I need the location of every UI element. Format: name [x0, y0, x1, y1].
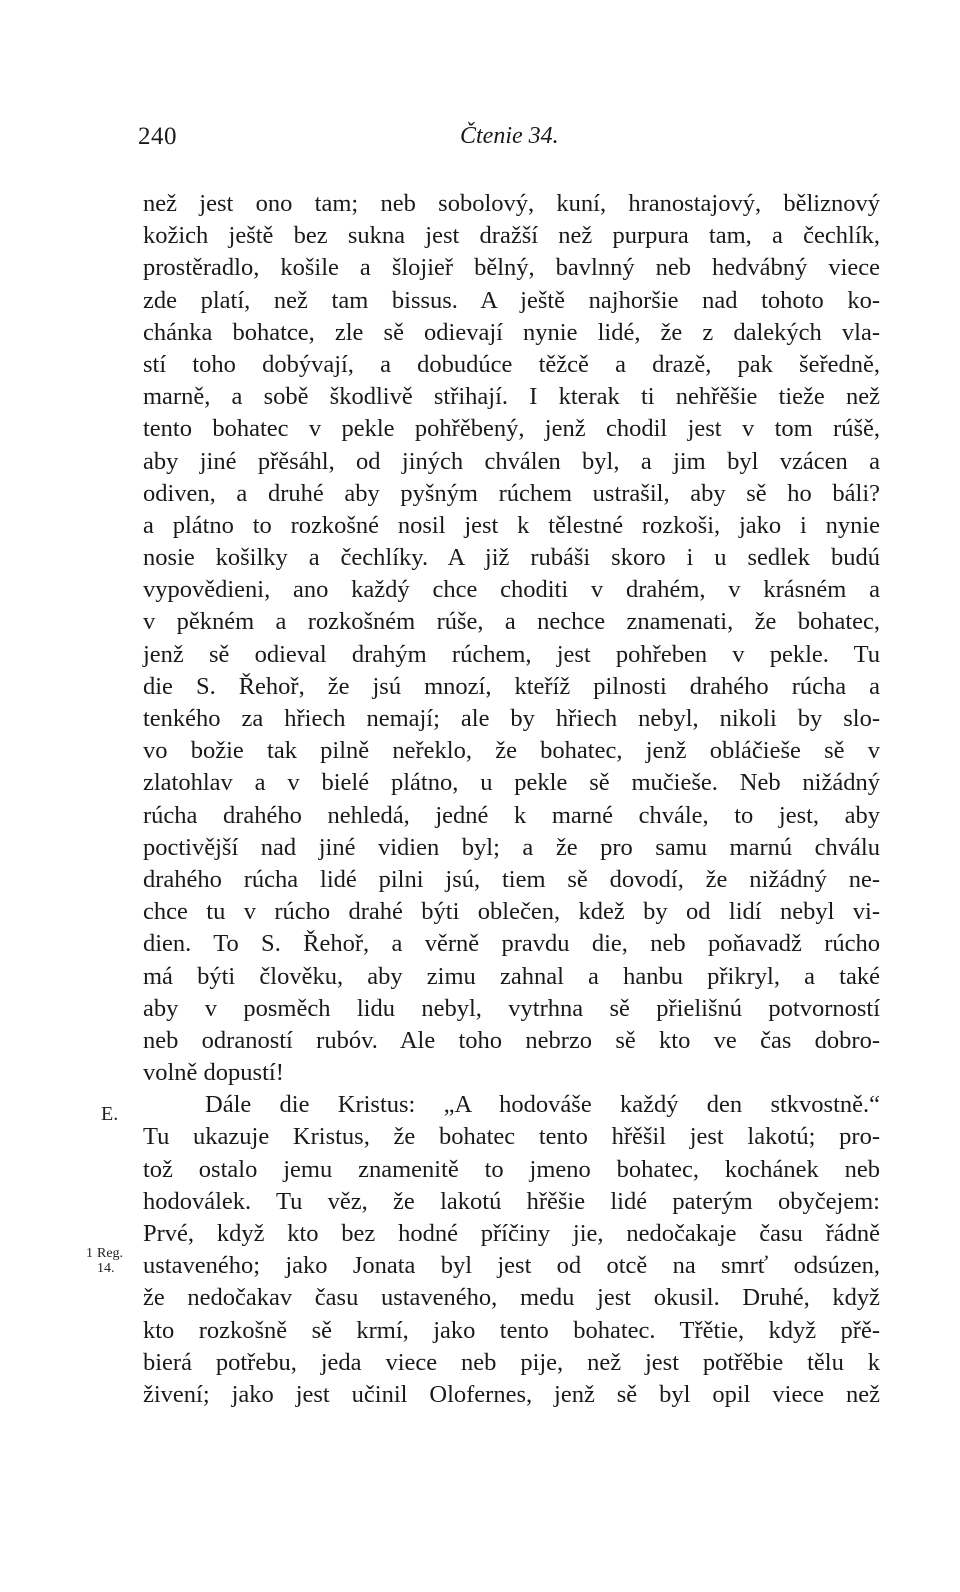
text-line: dien. To S. Řehoř, a věrně pravdu die, neb poňavadž rúcho — [143, 930, 880, 958]
page-number: 240 — [138, 123, 177, 150]
margin-section-mark: E. — [101, 1103, 119, 1125]
text-line: die S. Řehoř, že jsú mnozí, kteříž pilnosti drahého rúcha a — [143, 672, 880, 700]
text-line: volně dopustí! — [143, 1059, 284, 1087]
text-line: prostěradlo, košile a šlojieř bělný, bavlnný neb hedvábný viece — [143, 254, 880, 282]
text-line: chce tu v rúcho drahé býti oblečen, kdež by od lidí nebyl vi- — [143, 898, 880, 926]
text-line: kožich ještě bez sukna jest dražší než purpura tam, a čechlík, — [143, 222, 880, 250]
text-line: Prvé, když kto bez hodné příčiny jie, nedočakaje času řádně — [143, 1220, 880, 1247]
text-line: kto rozkošně sě krmí, jako tento bohatec. Třětie, když přě- — [143, 1316, 880, 1344]
text-line: hodoválek. Tu věz, že lakotú hřěšie lidé paterým obyčejem: — [143, 1187, 880, 1215]
text-line: a plátno to rozkošné nosil jest k tělestné rozkoši, jako i nynie — [143, 511, 880, 539]
text-line: stí toho dobývají, a dobudúce těžcě a drazě, pak šeředně, — [143, 350, 880, 378]
text-line: v pěkném a rozkošném rúše, a nechce znamenati, že bohatec, — [143, 608, 880, 636]
margin-ref-chapter: 14. — [97, 1261, 115, 1276]
body-text — [143, 188, 880, 1411]
text-line: zde platí, než tam bissus. A ještě najhoršie nad tohoto ko- — [143, 286, 880, 314]
text-line: odiven, a druhé aby pyšným rúchem ustrašil, aby sě ho báli? — [143, 479, 880, 507]
text-line: tenkého za hřiech nemají; ale by hřiech nebyl, nikoli by slo- — [143, 705, 880, 732]
running-head: Čtenie 34. — [460, 123, 559, 149]
margin-ref-book — [97, 1246, 123, 1276]
text-line: marně, a sobě škodlivě střihají. I kterak ti nehřěšie tieže než — [143, 383, 880, 411]
page-header — [138, 123, 880, 159]
margin-reference — [86, 1246, 123, 1276]
text-line: rúcha drahého nehledá, jedné k marné chvále, to jest, aby — [143, 801, 880, 829]
text-line: vypovědieni, ano každý chce choditi v drahém, v krásném a — [143, 576, 880, 604]
paragraph-start-line: Dále die Kristus: „A hodováše každý den stkvostně.“ — [205, 1091, 880, 1119]
text-line: jenž sě odieval drahým rúchem, jest pohřeben v pekle. Tu — [143, 640, 880, 668]
text-line: chánka bohatce, zle sě odievají nynie lidé, že z dalekých vla- — [143, 318, 880, 346]
text-line: než jest ono tam; neb sobolový, kuní, hranostajový, běliznový — [143, 190, 880, 217]
text-line: aby jiné přěsáhl, od jiných chválen byl, a jim byl vzácen a — [143, 447, 880, 475]
text-line: aby v posměch lidu nebyl, vytrhna sě přielišnú potvorností — [143, 994, 880, 1022]
text-line: drahého rúcha lidé pilni jsú, tiem sě dovodí, že nižádný ne- — [143, 865, 880, 893]
text-line: bierá potřebu, jeda viece neb pije, než jest potřěbie tělu k — [143, 1348, 880, 1376]
text-line: Tu ukazuje Kristus, že bohatec tento hřěšil jest lakotú; pro- — [143, 1123, 880, 1151]
text-line: živení; jako jest učinil Olofernes, jenž sě byl opil viece než — [143, 1380, 880, 1408]
text-line: ustaveného; jako Jonata byl jest od otcě na smrť odsúzen, — [143, 1252, 880, 1280]
text-line: že nedočakav času ustaveného, medu jest okusil. Druhé, když — [143, 1284, 880, 1312]
text-line: tož ostalo jemu znamenitě to jmeno bohatec, kochánek neb — [143, 1155, 880, 1183]
text-line: tento bohatec v pekle pohřěbený, jenž chodil jest v tom rúšě, — [143, 415, 880, 443]
text-line: nosie košilky a čechlíky. A již rubáši skoro i u sedlek budú — [143, 544, 880, 572]
margin-ref-label: Reg. — [97, 1246, 124, 1261]
text-line: zlatohlav a v bielé plátno, u pekle sě mučieše. Neb nižádný — [143, 769, 880, 797]
text-line: vo božie tak pilně neřeklo, že bohatec, jenž obláčieše sě v — [143, 737, 880, 765]
text-line: neb odraností rubóv. Ale toho nebrzo sě kto ve čas dobro- — [143, 1026, 880, 1054]
text-line: poctivější nad jiné vidien byl; a že pro samu marnú chválu — [143, 833, 880, 861]
margin-ref-number: 1 — [86, 1246, 93, 1261]
text-line: má býti člověku, aby zimu zahnal a hanbu přikryl, a také — [143, 962, 880, 990]
